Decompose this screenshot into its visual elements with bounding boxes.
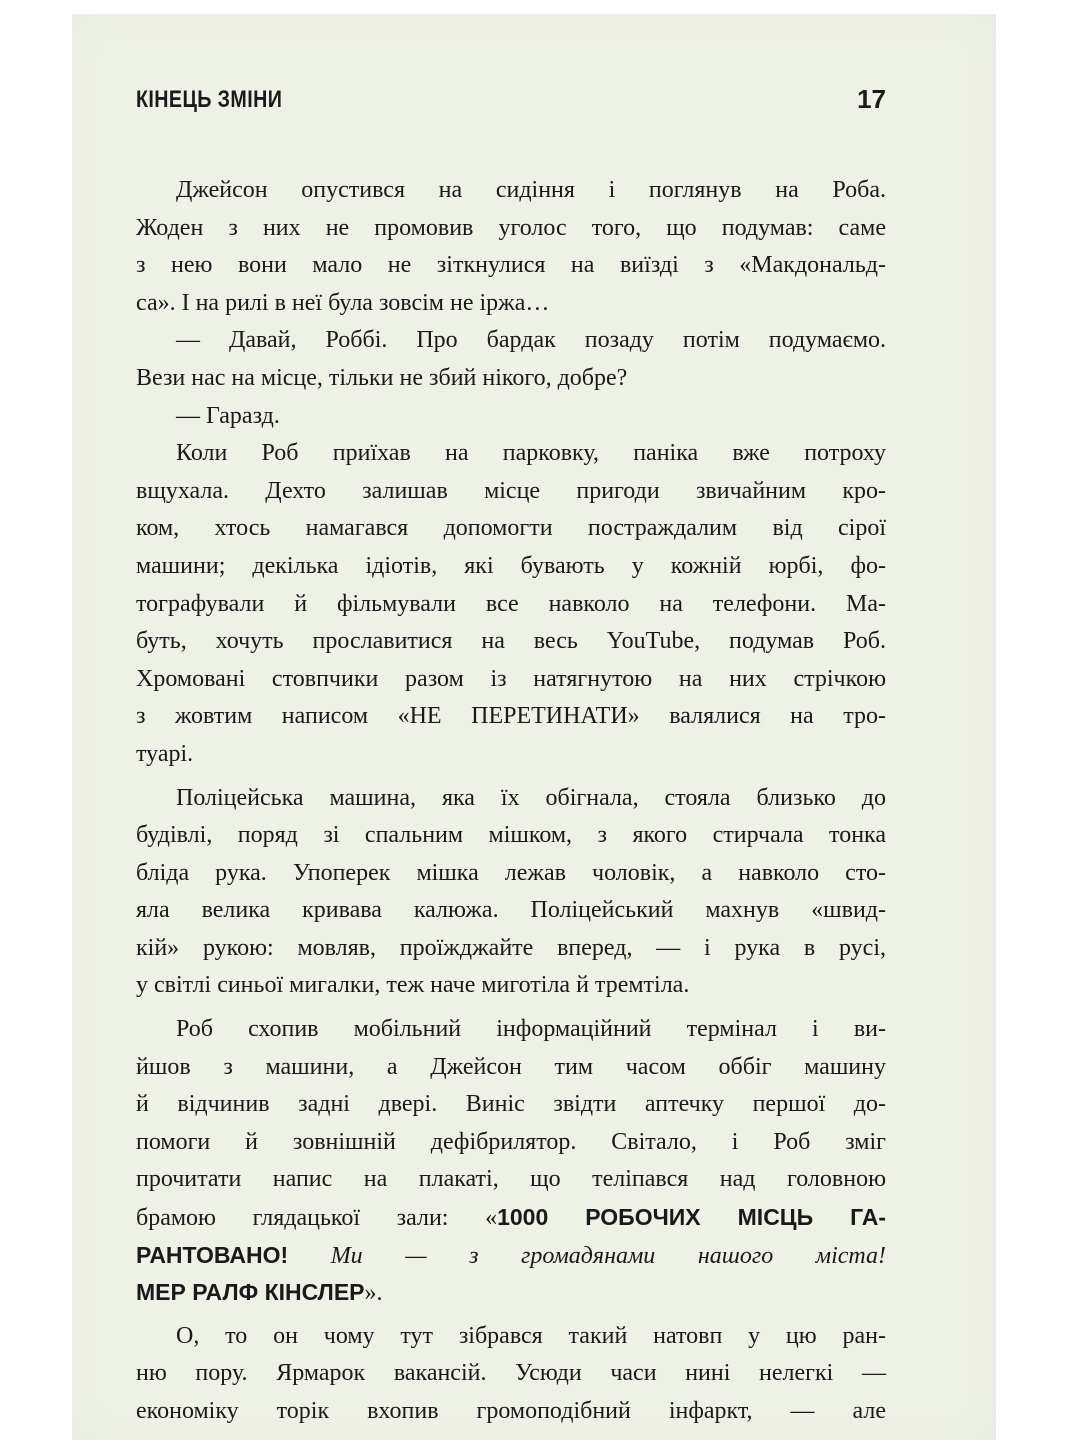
text-line: з жовтим написом «НЕ ПЕРЕТИНАТИ» валялися на тро- bbox=[136, 703, 886, 730]
paragraph-1 bbox=[136, 172, 886, 322]
text-line: у світлі синьої мигалки, теж наче миготіла й тремтіла. bbox=[136, 972, 690, 999]
text-line: Джейсон опустився на сидіння і поглянув на Роба. bbox=[176, 177, 886, 203]
text-line-with-sign bbox=[136, 1199, 886, 1237]
text-line: йшов з машини, а Джейсон тим часом оббіг машину bbox=[136, 1053, 886, 1080]
book-page bbox=[72, 14, 996, 1440]
text-line: Поліцейська машина, яка їх обігнала, стояла близько до bbox=[176, 784, 886, 811]
sign-text-bold: 1000 РОБОЧИХ МІСЦЬ ГА- bbox=[497, 1204, 886, 1231]
text-line: й відчинив задні двері. Виніс звідти аптечку першої до- bbox=[136, 1091, 886, 1118]
text-line: са». І на рилі в неї була зовсім не іржа… bbox=[136, 289, 550, 316]
text-line: Коли Роб приїхав на парковку, паніка вже потроху bbox=[176, 440, 886, 467]
text-line: ню пору. Ярмарок вакансій. Усюди часи нині нелегкі — bbox=[136, 1360, 886, 1387]
sign-text-bold: РАНТОВАНО! bbox=[136, 1241, 289, 1268]
text-line: Жоден з них не промовив уголос того, що подумав: саме bbox=[136, 214, 886, 241]
paragraph-6 bbox=[136, 1011, 886, 1312]
text-line: — Гаразд. bbox=[176, 402, 280, 429]
sign-text-italic: Ми — з громадянами нашого міста! bbox=[330, 1242, 887, 1269]
text-line-with-sign bbox=[136, 1274, 886, 1312]
text-line: яла велика кривава калюжа. Поліцейський махнув «швид- bbox=[136, 897, 886, 924]
text-line: ком, хтось намагався допомогти постраждалим від сірої bbox=[136, 515, 886, 542]
paragraph-5 bbox=[136, 780, 886, 1006]
paragraph-2 bbox=[136, 322, 886, 397]
sign-intro: брамою глядацької зали: « bbox=[136, 1205, 498, 1232]
text-line: економіку торік вхопив громоподібний інфаркт, — але bbox=[136, 1398, 886, 1424]
text-line: прочитати напис на плакаті, що теліпався над головною bbox=[136, 1166, 886, 1193]
text-line: буть, хочуть прославитися на весь YouTube, подумав Роб. bbox=[136, 628, 886, 655]
text-line: туарі. bbox=[136, 740, 194, 767]
text-line: помоги й зовнішній дефібрилятор. Світало, і Роб зміг bbox=[136, 1128, 886, 1155]
text-line: кій» рукою: мовляв, проїжджайте вперед, — і рука в русі, bbox=[136, 934, 886, 961]
text-line: вщухала. Дехто залишав місце пригоди звичайним кро- bbox=[136, 477, 886, 504]
paragraph-4 bbox=[136, 435, 886, 773]
text-line: — Давай, Роббі. Про бардак позаду потім подумаємо. bbox=[176, 327, 886, 354]
running-head: КІНЕЦЬ ЗМІНИ bbox=[136, 86, 283, 113]
text-line: О, то он чому тут зібрався такий натовп у цю ран- bbox=[176, 1322, 886, 1349]
text-line: Вези нас на місце, тільки не збий нікого, добре? bbox=[136, 364, 628, 391]
text-line: Хромовані стовпчики разом із натягнутою на них стрічкою bbox=[136, 665, 886, 692]
text-line: тографували й фільмували все навколо на телефони. Ма- bbox=[136, 590, 886, 617]
paragraph-3 bbox=[136, 398, 886, 436]
paragraph-7 bbox=[136, 1318, 886, 1431]
body-text bbox=[136, 172, 886, 1431]
text-line: бліда рука. Упоперек мішка лежав чоловік, а навколо сто- bbox=[136, 859, 886, 886]
page-number: 17 bbox=[857, 84, 886, 114]
text-line: будівлі, поряд зі спальним мішком, з якого стирчала тонка bbox=[136, 822, 886, 849]
sign-text-bold: МЕР РАЛФ КІНСЛЕР bbox=[136, 1279, 365, 1306]
text-line: з нею вони мало не зіткнулися на виїзді з «Макдональд- bbox=[136, 252, 886, 279]
text-line: машини; декілька ідіотів, які бувають у кожній юрбі, фо- bbox=[136, 552, 886, 579]
sign-close: ». bbox=[364, 1280, 383, 1307]
text-line: Роб схопив мобільний інформаційний термінал і ви- bbox=[176, 1016, 886, 1043]
text-line-with-sign bbox=[136, 1237, 886, 1275]
